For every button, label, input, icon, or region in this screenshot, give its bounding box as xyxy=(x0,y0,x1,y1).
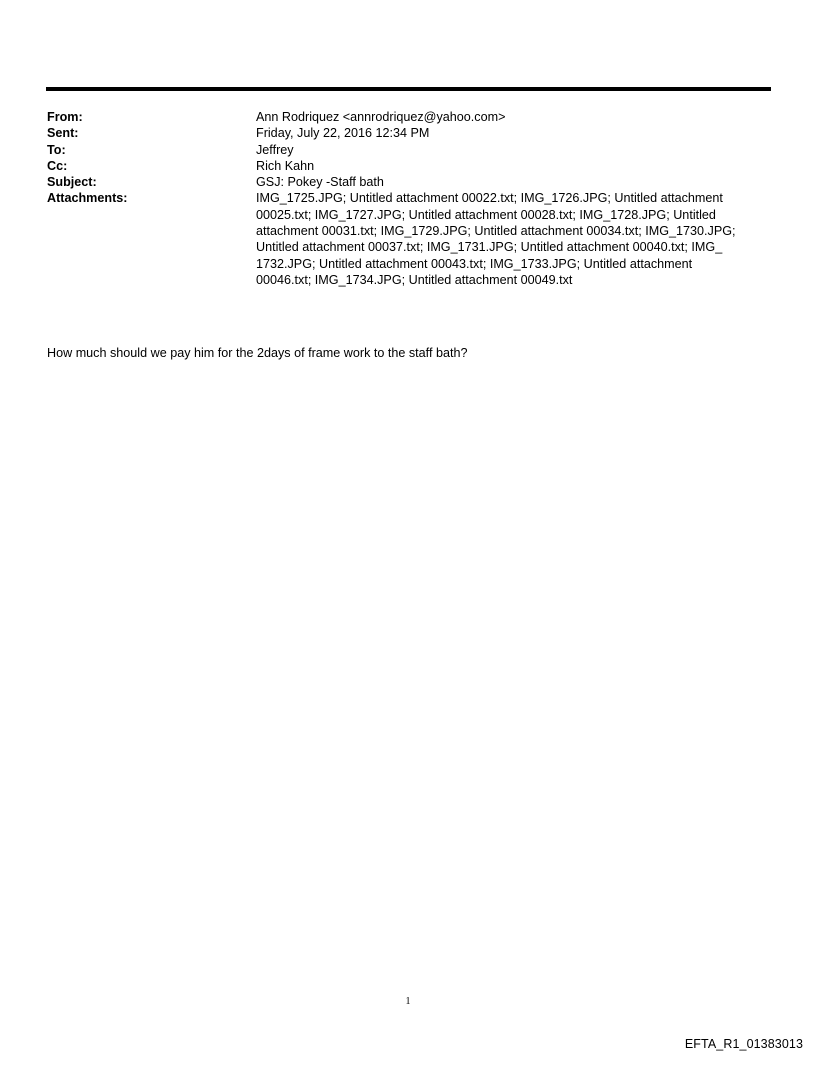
email-body: How much should we pay him for the 2days of frame work to the staff bath? xyxy=(47,346,468,360)
email-header xyxy=(47,109,767,288)
attachments-line: IMG_1725.JPG; Untitled attachment 00022.txt; IMG_1726.JPG; Untitled attachment xyxy=(256,191,723,206)
to-row xyxy=(47,142,767,158)
document-id: EFTA_R1_01383013 xyxy=(684,1037,803,1051)
from-value: Ann Rodriquez <annrodriquez@yahoo.com> xyxy=(256,110,506,124)
attachments-row xyxy=(47,190,767,288)
from-label: From: xyxy=(47,110,83,124)
attachments-line: 00025.txt; IMG_1727.JPG; Untitled attachment 00028.txt; IMG_1728.JPG; Untitled xyxy=(256,207,716,222)
to-value: Jeffrey xyxy=(256,142,294,157)
cc-value: Rich Kahn xyxy=(256,158,315,173)
sent-label: Sent: xyxy=(47,126,79,141)
subject-label: Subject: xyxy=(47,175,97,190)
attachments-label: Attachments: xyxy=(47,191,128,206)
sent-value: Friday, July 22, 2016 12:34 PM xyxy=(256,126,430,141)
header-divider xyxy=(46,87,771,91)
subject-value: GSJ: Pokey -Staff bath xyxy=(256,175,384,190)
attachments-line: 00046.txt; IMG_1734.JPG; Untitled attachment 00049.txt xyxy=(256,272,573,287)
attachments-line: attachment 00031.txt; IMG_1729.JPG; Untitled attachment 00034.txt; IMG_1730.JPG; xyxy=(256,224,736,239)
attachments-line: 1732.JPG; Untitled attachment 00043.txt; IMG_1733.JPG; Untitled attachment xyxy=(256,256,693,271)
attachments-list xyxy=(256,190,767,288)
cc-row xyxy=(47,158,767,174)
cc-label: Cc: xyxy=(47,158,68,173)
from-row xyxy=(47,109,767,125)
subject-row xyxy=(47,174,767,190)
sent-row xyxy=(47,125,767,141)
to-label: To: xyxy=(47,142,66,157)
attachments-line: Untitled attachment 00037.txt; IMG_1731.JPG; Untitled attachment 00040.txt; IMG_ xyxy=(256,240,723,255)
page-number: 1 xyxy=(405,996,411,1007)
